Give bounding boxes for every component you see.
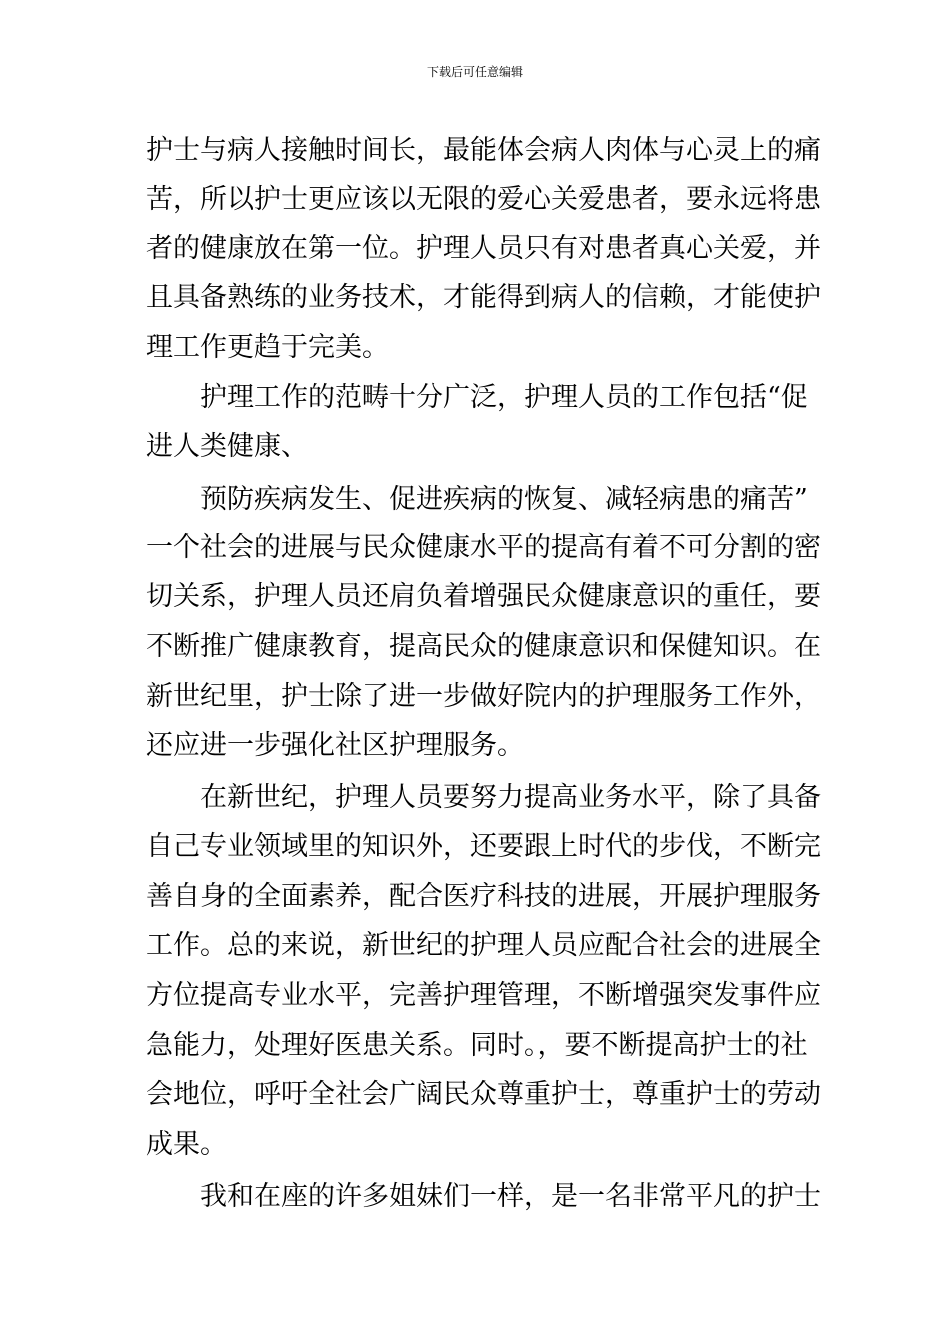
body-text-line: 且具备熟练的业务技术，才能得到病人的信赖，才能使护 xyxy=(146,282,821,313)
body-text-line: 切关系，护理人员还肩负着增强民众健康意识的重任，要 xyxy=(146,581,821,612)
body-text-line: 自己专业领域里的知识外，还要跟上时代的步伐，不断完 xyxy=(146,831,821,862)
body-text-line: 苦，所以护士更应该以无限的爱心关爱患者，要永远将患 xyxy=(146,184,821,215)
paragraph-start-line: 我和在座的许多姐妹们一样，是一名非常平凡的护士 xyxy=(200,1181,821,1212)
body-text-line: 护士与病人接触时间长，最能体会病人肉体与心灵上的痛 xyxy=(146,135,821,166)
body-text-line: 还应进一步强化社区护理服务。 xyxy=(146,730,524,761)
body-text-line: 一个社会的进展与民众健康水平的提高有着不可分割的密 xyxy=(146,532,821,563)
paragraph-start-line: 预防疾病发生、促进疾病的恢复、减轻病患的痛苦” xyxy=(200,484,808,515)
body-text-line: 会地位，呼吁全社会广阔民众尊重护士，尊重护士的劳动 xyxy=(146,1079,821,1110)
page-header: 下载后可任意编辑 xyxy=(426,65,523,79)
paragraph-start-line: 在新世纪，护理人员要努力提高业务水平，除了具备 xyxy=(200,782,821,813)
body-text-line: 善自身的全面素养，配合医疗科技的进展，开展护理服务 xyxy=(146,881,821,912)
body-text-line: 方位提高专业水平，完善护理管理，不断增强突发事件应 xyxy=(146,980,821,1011)
body-text-line: 新世纪里，护士除了进一步做好院内的护理服务工作外， xyxy=(146,681,821,712)
body-text-line: 者的健康放在第一位。护理人员只有对患者真心关爱，并 xyxy=(146,233,821,264)
body-text-line: 进人类健康、 xyxy=(146,431,308,462)
paragraph-start-line: 护理工作的范畴十分广泛，护理人员的工作包括“促 xyxy=(200,382,808,413)
body-text-line: 工作。总的来说，新世纪的护理人员应配合社会的进展全 xyxy=(146,930,821,961)
body-text-line: 成果。 xyxy=(146,1129,227,1160)
body-text-line: 不断推广健康教育，提高民众的健康意识和保健知识。在 xyxy=(146,631,821,662)
body-text-line: 理工作更趋于完美。 xyxy=(146,332,389,363)
body-text-line: 急能力，处理好医患关系。同时。，要不断提高护士的社 xyxy=(146,1030,808,1061)
